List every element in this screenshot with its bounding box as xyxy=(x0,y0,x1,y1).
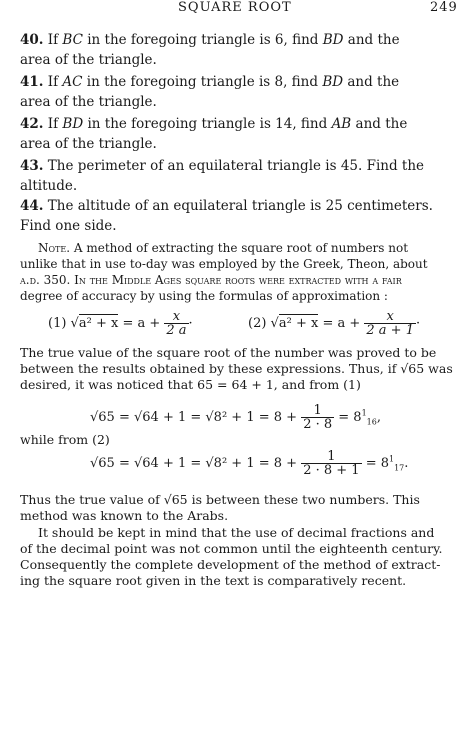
fraction: $\frac{x}{2 a + 1}$ xyxy=(366,309,414,338)
exercise-text: in the foregoing triangle is 14, find xyxy=(83,116,332,132)
formula-text: · xyxy=(415,316,421,331)
formula-text: = a + xyxy=(322,316,361,331)
body-text: It should be kept in mind that the use of decimal fractions and xyxy=(38,525,435,540)
exercise-text: and the xyxy=(343,32,400,48)
paragraph-3 xyxy=(20,525,455,589)
exercise-43 xyxy=(20,156,455,196)
calc-text: = 8 xyxy=(365,456,389,471)
exercise-text: The perimeter of an equilateral triangle is 45. Find the xyxy=(47,158,425,174)
exercise-number: 43. xyxy=(20,158,44,174)
note-paragraph xyxy=(20,240,455,304)
exercise-number: 41. xyxy=(20,74,44,90)
exercise-number: 44. xyxy=(20,198,44,214)
fraction-numerator: 1 xyxy=(361,408,367,418)
fraction: $\frac{1}{2 \cdot 8 + 1}$ xyxy=(303,449,360,478)
exercise-number: 42. xyxy=(20,116,44,132)
running-header xyxy=(0,0,458,20)
body-text: Thus the true value of √65 is between these two numbers. This xyxy=(20,492,420,507)
formula-label: (1) xyxy=(48,316,67,331)
fraction-numerator: 1 xyxy=(389,454,395,464)
body-text: The true value of the square root of the number was proved to be xyxy=(20,345,437,360)
formula-text: = a + xyxy=(122,316,161,331)
while-from-line xyxy=(20,432,455,448)
note-text: a.d. 350. In the Middle Ages square roots were extracted with a fair xyxy=(20,273,402,287)
exercise-text: and the xyxy=(351,116,408,132)
body-text: between the results obtained by these expressions. Thus, if √65 was xyxy=(20,361,453,376)
segment-label: BD xyxy=(62,116,84,132)
formula-2: (2) √a² + x = a + $\frac{x}{2 a + 1}$ · xyxy=(248,309,421,338)
formula-1: (1) √a² + x = a + $\frac{x}{2 a}$ · xyxy=(48,309,193,338)
exercise-text: area of the triangle. xyxy=(20,94,157,110)
calc-text: = 8 xyxy=(338,410,362,425)
calculation-2 xyxy=(90,450,408,477)
body-text: while from (2) xyxy=(20,432,110,447)
exercise-text: altitude. xyxy=(20,178,78,194)
body-text: ing the square root given in the text is comparatively recent. xyxy=(20,573,407,588)
fraction: $\frac{x}{2 a}$ xyxy=(166,309,187,338)
fraction-denominator: 16 xyxy=(366,417,377,427)
fraction-denominator: 17 xyxy=(394,463,405,473)
exercise-text: in the foregoing triangle is 6, find xyxy=(82,32,323,48)
body-text: method was known to the Arabs. xyxy=(20,508,229,523)
calc-text: √65 = √64 + 1 = √8² + 1 = 8 + xyxy=(90,410,298,425)
paragraph-2 xyxy=(20,492,455,524)
calc-text: , xyxy=(376,410,381,425)
segment-label: BD xyxy=(322,74,344,90)
exercise-41 xyxy=(20,72,455,112)
formula-text: · xyxy=(188,316,193,331)
exercise-text: If xyxy=(47,116,63,132)
radicand: a² + x xyxy=(278,316,319,331)
exercise-number: 40. xyxy=(20,32,44,48)
exercise-40 xyxy=(20,30,455,70)
calculation-1 xyxy=(90,404,381,431)
note-text: degree of accuracy by using the formulas of approximation : xyxy=(20,289,388,303)
exercise-44 xyxy=(20,196,455,236)
segment-label: AB xyxy=(331,116,352,132)
calc-text: √65 = √64 + 1 = √8² + 1 = 8 + xyxy=(90,456,298,471)
note-label: Note. xyxy=(38,241,71,255)
paragraph-1 xyxy=(20,345,455,393)
fraction: $\frac{1}{2 \cdot 8}$ xyxy=(303,403,333,432)
calc-text: . xyxy=(404,456,409,471)
exercise-text: If xyxy=(47,32,63,48)
exercise-text: in the foregoing triangle is 8, find xyxy=(82,74,323,90)
running-title: SQUARE ROOT xyxy=(178,0,292,15)
formula-label: (2) xyxy=(248,316,267,331)
note-text: unlike that in use to-day was employed by the Greek, Theon, about xyxy=(20,257,428,271)
segment-label: AC xyxy=(62,74,83,90)
body-text: Consequently the complete development of the method of extract- xyxy=(20,557,441,572)
body-text: of the decimal point was not common until the eighteenth century. xyxy=(20,541,443,556)
segment-label: BC xyxy=(62,32,83,48)
exercise-text: If xyxy=(47,74,63,90)
note-text: A method of extracting the square root of numbers not xyxy=(73,241,409,255)
page-number: 249 xyxy=(430,0,458,15)
exercise-text: and the xyxy=(343,74,400,90)
exercise-42 xyxy=(20,114,455,154)
radicand: a² + x xyxy=(78,316,119,331)
body-text: desired, it was noticed that 65 = 64 + 1, and from (1) xyxy=(20,377,361,392)
segment-label: BD xyxy=(322,32,344,48)
exercise-text: area of the triangle. xyxy=(20,52,157,68)
exercise-text: area of the triangle. xyxy=(20,136,157,152)
exercise-text: The altitude of an equilateral triangle is 25 centimeters. xyxy=(47,198,433,214)
exercise-text: Find one side. xyxy=(20,218,117,234)
